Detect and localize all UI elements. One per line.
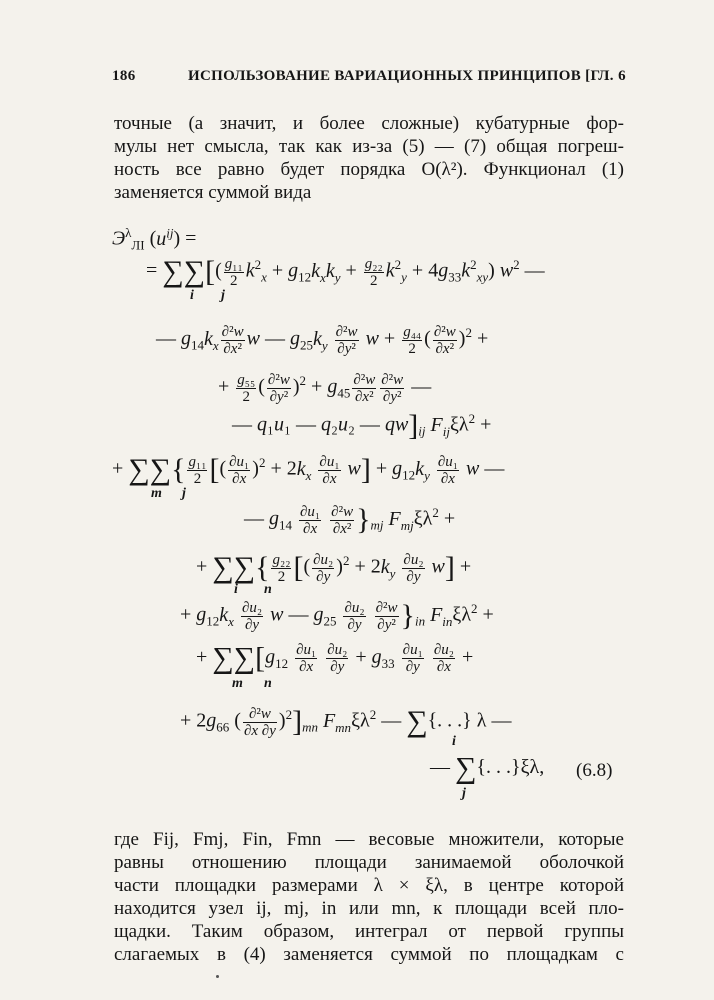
equation-number: (6.8) xyxy=(576,760,613,781)
eq-line-12: — ∑{. . .}ξλ, xyxy=(430,751,545,785)
eq-line-10: + $\sum\sum[g_{12}$ $\frac{\text{∂u₁}}{\partial x}$ $\frac{\text{∂u₂}}{\partial y}$ + $g_{33}$ $\frac{\text{∂u₁}}{\partial y}$ $\frac{\text{∂u₂}}{\partial x}$ + xyxy=(196,641,474,675)
chapter-marker: [ГЛ. 6 xyxy=(585,68,626,84)
sum-index-n: n xyxy=(264,676,272,691)
eq-line-8: + ∑∑{ $\frac{\text{g₂₂}}{2}$ [( $\frac{\text{∂u₂}}{\partial y}$ )$^2 + 2k_y$ $\frac{\text{∂u₂}}{\partial y}$ w] + xyxy=(196,551,472,585)
sum-index-m: m xyxy=(232,676,243,691)
print-speck xyxy=(216,975,219,978)
text-line: щадки. Таким образом, интеграл от первой группы xyxy=(114,921,624,942)
explanation-paragraph xyxy=(114,828,624,966)
page-number: 186 xyxy=(112,68,136,84)
text-line: равны отношению площади занимаемой оболочкой xyxy=(114,852,624,873)
eq-line-4: + $\frac{\text{g₅₅}}{2}$ ( $\frac{\text{∂²w}}{\text{∂y²}}$ )$^2 + g_{45}$ $\frac{\text{∂²w}}{\text{∂x²}}$ $\frac{\text{∂²w}}{\text{∂y²}}$ — xyxy=(218,371,432,405)
eq-line-11: + $2g_{66}$ ( $\frac{\text{∂²w}}{\partial x \partial y}$ )$^2]_{mn}$ $F_{mn}\xi\lambda^2$ — ∑{. . .} λ — xyxy=(180,705,512,739)
sum-index-i: i xyxy=(190,288,194,303)
sum-index-m: m xyxy=(151,486,162,501)
text-line: слагаемых в (4) заменяется суммой по площадкам с xyxy=(114,944,624,965)
eq-line-5: — q₁u₁ — q₂u₂ — $qw]_{ij}$ $F_{ij}\xi\lambda^2$ + xyxy=(232,409,492,443)
sum-index-i: i xyxy=(234,582,238,597)
sum-index-j: j xyxy=(221,288,225,303)
eq-line-6: + ∑∑{ $\frac{\text{g₁₁}}{2}$ [( $\frac{\text{∂u₁}}{\partial x}$ )$^2 + 2k_x$ $\frac{\text{∂u₁}}{\partial x}$ $w] + g_{12}k_y$ $\frac{\text{∂u₁}}{\partial x}$ w — xyxy=(112,453,505,487)
eq-line-9: + $g_{12}k_x$ $\frac{\text{∂u₂}}{\partial y}$ w — $g_{25}$ $\frac{\text{∂u₂}}{\partial y}$ $\frac{\text{∂²w}}{\text{∂y²}}$ }$_{in}$ $F_{in}\xi\lambda^2$ + xyxy=(180,599,494,633)
text-line: находится узел ij, mj, in или mn, к площади всей пло- xyxy=(114,898,624,919)
sum-index-j: j xyxy=(182,486,186,501)
text-line: ность все равно будет порядка O(λ²). Функционал (1) xyxy=(114,159,624,180)
running-title: ИСПОЛЬЗОВАНИЕ ВАРИАЦИОННЫХ ПРИНЦИПОВ xyxy=(188,68,582,84)
text-line: заменяется суммой вида xyxy=(114,182,312,203)
sum-index-n: n xyxy=(264,582,272,597)
eq-line-7: — $g_{14}$ $\frac{\text{∂u₁}}{\partial x}$ $\frac{\text{∂²w}}{\text{∂x²}}$ }$_{mj}$ $F_{mj}\xi\lambda^2$ + xyxy=(244,503,456,537)
eq-line-3: — $g_{14}k_x$ $\frac{\text{∂²w}}{\text{∂x²}}$ w — $g_{25}k_y$ $\frac{\text{∂²w}}{\text{∂y²}}$ w + $\frac{\text{g₄₄}}{2}$ ( $\frac{\text{∂²w}}{\text{∂x²}}$ )$^2$ + xyxy=(156,323,489,357)
text-line: части площадки размерами λ × ξλ, в центре которой xyxy=(114,875,624,896)
text-line: точные (а значит, и более сложные) кубатурные фор- xyxy=(114,113,624,134)
text-line: мулы нет смысла, так как из-за (5) — (7) общая погреш- xyxy=(114,136,624,157)
eq-line-1: $Э^\lambda_{ЛI}$ $(u^{ij})$ = xyxy=(112,225,197,253)
eq-line-2: = ∑∑[( $\frac{\text{g₁₁}}{2}$ $k^2_x + g_{12}k_xk_y$ + $\frac{\text{g₂₂}}{2}$ $k^2_y + 4g_{33}k^2_{xy}$) $w^2$ — xyxy=(146,255,545,289)
sum-index-j: j xyxy=(462,786,466,801)
text-line: где Fij, Fmj, Fin, Fmn — весовые множители, которые xyxy=(114,829,624,850)
sum-index-i: i xyxy=(452,734,456,749)
